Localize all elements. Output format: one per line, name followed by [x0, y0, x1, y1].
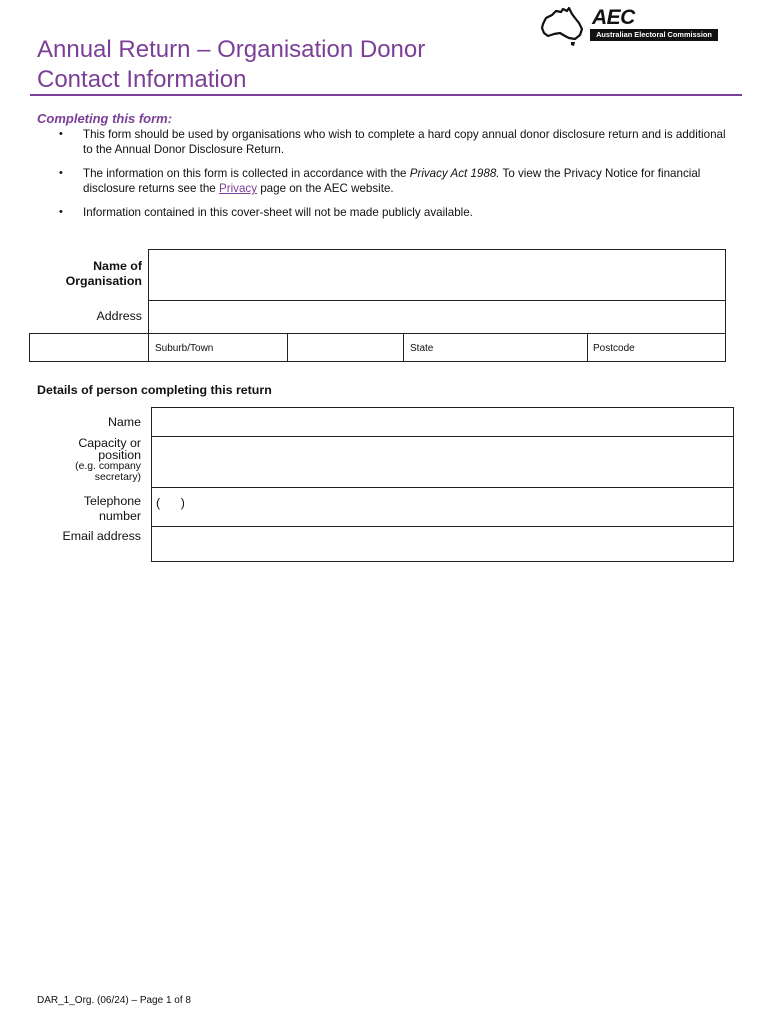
privacy-link[interactable]: Privacy — [218, 182, 257, 195]
email-field[interactable] — [151, 526, 734, 562]
telephone-label-line-1: Telephone — [83, 494, 141, 508]
capacity-field[interactable] — [151, 436, 734, 488]
instruction-text: page on the AEC website. — [257, 182, 394, 195]
bullet-icon: • — [59, 128, 63, 140]
capacity-label-line-2: position — [98, 448, 141, 462]
organisation-name-label-line-1: Name of — [93, 259, 142, 273]
telephone-area-code: ( ) — [156, 496, 185, 510]
instruction-item — [37, 205, 737, 220]
page-title — [37, 35, 597, 95]
instruction-text: To view the Privacy Notice for financial disclosure returns see the — [83, 167, 701, 195]
organisation-name-label-line-2: Organisation — [65, 274, 142, 288]
capacity-label — [40, 437, 141, 483]
state-label: State — [410, 343, 434, 354]
title-divider — [30, 94, 742, 96]
telephone-label — [40, 494, 141, 524]
title-line-1: Annual Return – Organisation Donor — [37, 36, 426, 63]
instruction-item — [37, 127, 737, 157]
postcode-label: Postcode — [593, 343, 635, 354]
suburb-field-extension[interactable] — [287, 333, 404, 362]
person-details-heading: Details of person completing this return — [37, 383, 272, 397]
capacity-hint-line-2: secretary) — [94, 472, 141, 483]
telephone-field[interactable] — [151, 487, 734, 527]
address-label: Address — [96, 309, 142, 323]
completing-form-heading: Completing this form: — [37, 111, 173, 126]
instruction-text: This form should be used by organisations who wish to complete a hard copy annual donor disclosure return and is additional to the Annual Donor Disclosure Return. — [83, 128, 726, 156]
suburb-label: Suburb/Town — [155, 343, 214, 354]
logo-wordmark: AEC — [592, 6, 635, 29]
organisation-name-label — [40, 259, 142, 289]
address-field[interactable] — [148, 300, 726, 334]
bullet-icon: • — [59, 167, 63, 179]
telephone-label-line-2: number — [98, 509, 141, 523]
instruction-text: The information on this form is collected in accordance with the — [83, 167, 410, 180]
logo-subtitle: Australian Electoral Commission — [590, 29, 718, 41]
person-name-label: Name — [107, 415, 141, 429]
organisation-name-field[interactable] — [148, 249, 726, 301]
person-name-field[interactable] — [151, 407, 734, 437]
email-label: Email address — [62, 529, 141, 543]
title-line-2: Contact Information — [37, 66, 247, 93]
instruction-text: Information contained in this cover-sheet will not be made publicly available. — [83, 206, 473, 219]
capacity-hint-line-1: (e.g. company — [75, 461, 141, 472]
privacy-act-citation: Privacy Act 1988. — [409, 167, 500, 180]
bullet-icon: • — [59, 206, 63, 218]
instructions-list — [37, 127, 737, 229]
capacity-label-line-1: Capacity or — [78, 436, 141, 450]
instruction-item — [37, 166, 737, 196]
page-footer: DAR_1_Org. (06/24) – Page 1 of 8 — [37, 995, 191, 1006]
